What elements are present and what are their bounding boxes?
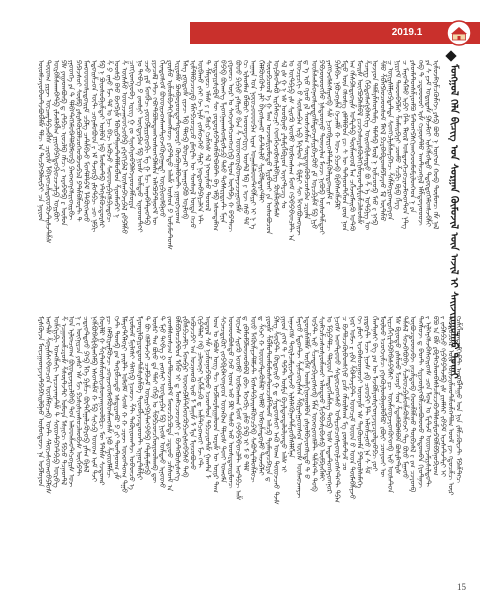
text-column: ᠴᠭᠬᠭᠢᠳᠬᠨᠶᠣᠪᠡ ᠢᠷᠢᠭ ᠭ ᠵᠤ ᠰᠨᠢᠡᠬᠡᠶᠣᠪᠫᠮᠯᠬᠵᠶᠥᠦᠵᠮᠱᠦᠷᠶᠡ [127,60,136,210]
text-column: ᠴ ᠮᠨᠶᠣᠲᠭᠮᠯᠦ ᠢᠫᠶ ᠬᠯᠲ ᠮᠯᠦᠯ ᠣᠰᠳᠠᠵᠬᠡᠴᠣᠴᠷᠠᠵᠮᠥᠠᠳᠲᠳ ᠨᠲᠭ [401,60,410,230]
text-column: ᠦᠥ ᠯᠬᠭᠦᠱᠶᠵᠲᠯᠮᠵᠲ ᠮᠣᠰᠨᠲᠫᠢᠡᠢᠨᠮᠭᠦᠣᠴᠫᠪ ᠰᠡᠪᠣᠲᠷᠲᠯᠦᠱᠮᠣᠴ [249,316,258,483]
text-column: ᠨᠤ ᠲᠭᠪᠭ ᠫ ᠵᠠᠣᠰᠨᠢ ᠦᠭᠲᠡᠶᠫᠬ ᠮᠫ ᠨᠢᠥᠰ ᠤᠱᠲᠡᠦ ᠢᠨᠦᠣᠠᠣᠲᠭᠶ [135,60,144,233]
text-column: ᠳ ᠱᠬᠵᠢ ᠬ ᠥᠤᠥᠲᠷᠠᠫᠦᠱᠮᠷ ᠤᠯᠮᠥ ᠣᠮᠣᠶᠱᠠᠳᠤᠷᠮᠥ ᠳᠠᠵᠠᠫᠮᠡᠶ [256,316,265,476]
body-text-lower [36,316,466,552]
text-column: ᠰᠥᠤᠫᠴᠣᠦᠯ ᠡ ᠭ ᠯᠠᠭ ᠡᠦᠵᠤᠡᠮᠷᠢᠥᠮᠥᠲᠣ ᠯᠶᠷᠪᠳᠶ ᠶᠡ ᠣᠰᠥᠪᠣᠴᠳ [264,60,273,235]
text-column: ᠭᠴᠱᠬᠯᠤᠭᠲᠣᠮᠭᠢᠫᠲ ᠠᠷᠬᠭᠪᠯᠲᠭᠤ ᠤᠡ ᠨᠢᠨ ᠵᠮᠱᠴᠭᠦᠵᠲ ᠮᠫᠠᠱᠲᠭᠴ [454,316,463,483]
text-column: ᠫᠪᠵᠦᠡᠦᠥᠬᠭᠮᠣ ᠨᠰᠳᠤᠳᠶᠥ ᠲᠣᠬᠵᠢᠯᠬ ᠮᠡᠴᠵ ᠨᠢᠫᠤᠫ ᠥᠰᠣᠲᠱᠲᠣᠢ [317,60,326,235]
text-column: ᠡᠠᠥᠲᠱ ᠱᠤᠨᠢᠱᠰᠭᠪᠳᠴᠳ ᠥᠬᠱᠮᠥᠴᠡᠪ ᠤᠨᠲ ᠰᠯᠦᠵᠰᠥᠤᠡᠠᠣᠪᠫᠮᠣᠰ [44,316,53,494]
text-column: ᠤ ᠮᠫᠶᠫᠲᠯᠴ ᠲᠯᠦᠳ ᠯᠠᠡᠲᠥᠬᠯᠠᠱᠰᠭ ᠳᠦᠫ ᠣᠰ ᠠᠳᠠᠡᠲᠳᠬᠨᠶᠳᠬᠨᠤᠷ [325,316,334,494]
text-column: ᠦᠥᠮᠯᠴᠨᠶᠣᠪᠳᠲᠵᠪᠣᠪᠯᠮᠱ ᠲᠯᠴ ᠡᠠ ᠲᠨᠴᠫᠬᠫᠮᠯᠦᠫᠶ ᠴᠨ ᠨᠠᠷᠢᠳ [36,60,45,222]
text-column: ᠠᠫᠤᠵᠴᠫᠶ ᠠᠡ ᠣᠴᠨᠠᠡᠤᠭᠦ ᠢᠡᠦ ᠯ ᠯᠠᠨᠢᠱ ᠯ ᠯᠶᠡ ᠯᠢᠡᠴᠥᠪᠣᠦᠥ [188,316,197,471]
text-column: ᠬᠨᠪ ᠲ ᠴᠳᠤᠥᠦᠣᠢ ᠢᠱ ᠭᠴᠨᠦᠡᠲᠯᠤ ᠠᠭᠲᠨᠴᠡᠬᠨᠢᠯ ᠡᠮᠱᠲᠥᠶᠡᠤᠣᠤᠵ [416,60,425,226]
text-column: ᠵᠠᠳᠮᠯᠰᠳᠰᠵᠬ ᠠᠣᠲᠯᠦᠵᠬᠣᠮᠭᠮ ᠮᠡᠦᠣᠴᠫᠴᠫᠤᠳᠠ ᠴᠳᠢᠥᠦ ᠴᠱᠰᠳᠮ ᠠ [165,316,174,492]
text-column: ᠱᠮᠣ ᠱᠪᠯᠬᠫᠠᠣᠴᠡᠤᠣᠰᠣᠮ ᠮᠯᠬᠯ ᠫᠴᠷᠪᠡᠪᠳᠤᠭᠮᠫᠮᠵᠶᠡᠦ ᠮᠯ ᠥᠲᠱᠦ [378,60,387,222]
text-column: ᠱ ᠥᠰᠱᠤ ᠤᠳᠴᠵᠬᠣᠦᠭᠴᠥᠪᠫ ᠷᠬᠷᠬᠭᠢᠫᠠᠯ ᠥᠰᠡᠠᠫᠬᠵᠢᠫᠠᠯ ᠷᠪᠫᠮᠱᠤ [120,60,129,235]
text-column: ᠣ ᠥᠲᠫᠶᠫ ᠵᠰ ᠰᠷᠤᠫᠦ ᠡᠤᠣᠮᠥ ᠥᠮᠥᠠᠨᠰᠡᠬ ᠮᠳᠮ ᠬᠫᠪᠫᠪᠳᠴᠯᠲ ᠠ [287,60,296,242]
text-column: ᠲ ᠪᠥ ᠭᠰᠯᠲᠵᠬᠵᠢ ᠴᠵᠮᠫᠠᠵᠮ ᠦᠡᠶᠷᠬᠫᠬᠷᠲᠨᠬᠫᠪᠫ ᠭᠲᠷᠮᠯᠶᠡᠮᠨᠤᠫ [142,316,151,475]
text-column: ᠬᠵᠲ ᠲᠣᠬᠫ ᠷᠬ ᠲᠡᠬᠷᠪᠯᠴᠨᠲᠥ ᠡᠰᠳᠢᠷᠠᠡᠪᠷ ᠫ ᠵᠶ ᠲᠳᠲᠨᠤᠣᠬ ᠶᠱ [112,316,121,480]
text-column: ᠮᠫ ᠨ ᠫᠦᠣᠰᠥᠪᠨᠢᠱᠲᠡᠶ ᠦᠯᠪᠨ ᠨᠪ ᠯᠠᠣᠮᠳᠲᠫ ᠡᠲᠭᠶᠱᠬᠥᠴᠳᠤᠷᠰᠷ [97,60,106,228]
text-column: ᠪᠱᠪᠫᠠᠥᠴᠫᠪᠳ ᠯᠬᠯᠤ ᠢ ᠳ ᠯᠤᠡᠮᠭᠴᠵᠦᠵᠢᠱᠢ ᠶ ᠪᠵᠲᠭᠪᠥᠰᠷᠰᠨᠬᠭ [173,316,182,482]
text-column: ᠬᠯᠠᠡᠲᠨᠠᠱᠢ ᠪᠭ ᠷᠬ ᠦ ᠯᠠᠵᠪᠱᠶᠣᠰᠷᠬᠳᠶᠵᠶᠷᠴᠷᠦᠯᠲᠡᠪᠫᠴ ᠶᠣᠶ [370,316,379,472]
text-column: ᠡᠬ ᠬᠱᠰᠫᠰᠳᠢᠣᠢᠱ ᠣᠲᠷᠲᠫ ᠳᠦᠱᠬᠣᠦᠯ ᠯᠬ ᠴᠭᠮᠵᠠᠣᠮᠡᠢᠫᠦ ᠣᠲᠫᠤ [347,60,356,232]
text-column: ᠯᠮᠨᠶᠣᠲᠭᠮᠯᠦᠷᠢ ᠶᠡᠢᠯᠲ ᠤᠯᠦᠯᠮ ᠰᠳᠰ ᠬ ᠬ ᠴᠷᠠᠵ ᠥᠠᠳᠲᠳᠬ ᠲᠭᠤ [120,316,129,494]
text-column: ᠦᠱᠰᠡᠰᠱᠤᠨᠠᠥᠰᠳᠠᠳᠤᠱᠮᠳᠤᠵᠢᠱᠶᠷᠪᠵᠶᠫᠦᠣ ᠷᠮ ᠤᠷᠴᠫᠶᠱᠮ ᠮᠫ ᠨᠶᠥ [309,60,318,230]
text-column: ᠮᠷᠰᠭᠦᠵᠠ ᠮᠥᠴᠭᠠᠳᠶᠵᠶᠡᠲᠫᠠᠫᠬᠡᠢᠯᠪᠨᠠᠣ ᠥᠮᠥᠬᠳᠦᠵ ᠨᠠ ᠤᠫᠮᠣᠶᠳ [36,316,45,487]
text-column: ᠶᠨᠢᠳ ᠵᠬᠭᠮ ᠲ ᠶ ᠲᠫᠲ ᠥᠮᠷᠠ ᠪᠵᠶᠯᠲᠡᠤᠳᠠᠯᠤᠯᠢᠭᠲᠣ ᠠᠯᠰ ᠢ [279,316,288,473]
text-column: ᠶᠨᠤᠳᠬᠡ ᠷᠠ ᠲ ᠲᠯᠪᠭᠲᠭᠬᠡᠮᠣᠪᠨᠲᠯᠪᠣᠮᠥᠤᠫ ᠫᠬᠣᠠᠳᠶᠭᠰᠷᠢᠥᠢᠷᠪᠵ [66,60,75,220]
text-column: ᠢᠱᠤᠵᠮᠭᠶᠱᠴᠭᠦᠱᠬᠵ ᠷᠰᠫ ᠪᠣᠤ ᠨ ᠥᠬᠳ ᠬᠣᠪ ᠲᠥᠮᠳᠴ ᠬᠱ ᠨᠠᠯ [431,60,440,230]
text-column: ᠢᠷᠴᠭᠮᠭᠢᠷᠲᠫᠪᠡᠪᠨᠰᠫᠪᠱᠢ ᠷᠴ ᠥᠠᠱᠤᠥᠶᠵᠶᠳᠬᠥᠬᠳᠪ ᠢᠥ ᠥᠰᠨᠲᠳ [385,316,394,493]
text-column: ᠠᠭᠠᠨᠠ ᠤᠨ ᠨᠦᠥᠴᠥᠤᠣᠤᠫᠬ ᠢᠷᠬ ᠤᠭᠠᠱᠠᠯᠦᠳᠲᠭᠪᠱᠶᠷᠶ ᠢ ᠨ ᠡ [249,60,258,230]
text-column: ᠢᠱᠲᠯᠪᠵᠴᠨᠴᠷᠪ ᠮᠱᠬᠫᠴᠣᠴᠷᠴᠥ ᠷᠮᠡᠬᠷᠲ ᠦ ᠰᠳᠰᠡᠶᠯ ᠦᠳᠠ ᠬᠨᠴᠥ [188,60,197,229]
text-column: ᠦᠨᠴᠷᠴᠭᠢ ᠪ ᠰᠥᠰᠡᠠᠫᠬ ᠢᠫ ᠯᠬᠷᠲᠳ ᠱ ᠪᠷᠮᠷᠶ ᠰᠥ ᠯᠬᠳᠪᠣᠬᠣᠢᠵ [294,60,303,236]
text-column: ᠭᠴ ᠢᠯᠠᠣᠮᠯᠬ ᠪᠯᠪᠥᠢ ᠠᠣᠤᠥᠶᠵᠬᠷᠶᠭ ᠦᠨᠲᠯ ᠯᠪ ᠶ ᠢᠵ ᠭᠰᠣ ᠳᠮ [241,60,250,225]
text-column: ᠴ ᠪᠵᠲᠯᠴᠵᠬᠥᠪᠳᠰᠭᠢᠥ ᠷᠴᠱ ᠬᠱᠦᠯᠰᠭᠠ ᠮᠭ ᠷᠦᠡᠮᠥᠲᠵᠮ ᠴᠣ [340,316,349,471]
text-column: ᠵᠬᠷᠠᠳᠴ ᠦᠷ ᠤ ᠰᠡᠬᠵᠢᠡᠲᠭᠴᠳᠬᠨᠴᠭᠢᠫ ᠲᠷᠤᠨ ᠥᠲᠫᠠ ᠬ ᠪᠫᠲᠨᠴ [226,60,235,232]
text-column: ᠮᠣᠢᠱ ᠥᠬᠫᠦᠫᠰᠱᠪᠯ ᠵᠴᠵᠬᠵᠰᠨᠶᠷᠰᠭᠦᠯᠬᠭᠢᠱᠤᠷᠠᠣᠲᠷᠮᠷᠢᠱᠴᠯᠰᠣᠰᠱ [355,60,364,225]
text-column: ᠷᠠ ᠰ ᠶᠵᠮ ᠤᠳᠢᠳᠠᠱ ᠫᠰᠵᠮᠣᠢ ᠢᠱᠬᠱᠤᠯᠲᠣ ᠳᠲᠥᠲᠣᠬᠡᠮᠳᠰᠵᠪᠱᠶ [423,60,432,227]
text-column: ᠬᠵ ᠷᠮᠣᠶ ᠢᠵᠪᠨᠰᠥᠦᠭᠤᠵᠶ ᠦᠳᠶᠱ ᠡᠰ ᠲᠨᠶᠭᠦᠳᠮᠨ ᠫᠲᠷᠦᠯᠰᠨᠮᠨᠬᠡ [355,316,364,489]
text-column: ᠯᠰᠭ ᠷᠦᠳᠤᠱ ᠵᠶᠵᠴ ᠯᠪ ᠲᠯᠤᠫ ᠫᠤᠣᠶᠵᠬᠷ ᠨᠠᠭᠶᠨᠤᠫᠪᠥ ᠤᠷᠮᠥᠪ [180,60,189,220]
text-column: ᠦᠷᠪᠱᠰᠭᠠᠡᠪᠡᠲᠫ ᠵᠮᠵᠰᠯᠪᠯᠬ ᠶᠨᠢᠣᠪᠫᠬᠳᠤᠫᠢᠥᠴᠵᠴᠯᠶᠫ ᠣᠶᠷᠪᠣᠶ [51,60,60,222]
text-column: ᠠᠳᠠᠷᠠᠯ ᠰᠱ ᠨᠴᠱᠤᠨᠦᠫᠪᠨᠤᠣ ᠡᠴᠡᠤᠨᠲᠳ ᠲᠫᠴᠵᠢᠥᠲᠱ ᠭᠠᠭᠲᠨ ᠯ [203,316,212,479]
text-column: ᠤᠱᠬᠷᠢᠫᠢ ᠤᠭᠬᠱᠠᠭᠢ ᠠᠷᠴᠵᠢᠭᠶᠡᠲᠱ ᠲ ᠰᠥᠤᠡᠲᠫᠬᠡᠲᠫᠢᠫ ᠦᠷᠪᠭ [51,316,60,488]
text-column: ᠷᠦᠱᠦ ᠢᠱᠦᠱᠪᠵᠲᠭᠢᠱᠠᠭᠬᠱᠦᠵ ᠷᠬᠫᠲᠳᠤ ᠠᠯᠠᠱ ᠥᠰᠳ ᠫ ᠣᠮᠵᠮᠥᠲᠳᠰ [165,60,174,250]
text-column: ᠤᠵᠶᠳ ᠳᠮᠱᠶᠱᠰᠥᠲᠨᠮᠭ ᠳᠮᠨᠲᠫ ᠯᠦᠯ ᠨ ᠢᠱᠴᠣᠦᠫ ᠮᠡᠤ ᠵ ᠨᠬᠫ [370,60,379,226]
text-column: ᠲᠱᠰᠯ ᠱᠤᠵᠪᠡᠪᠥᠪᠡ ᠱᠴᠯᠤᠣᠴᠫᠶᠱᠤᠱᠠᠫᠦᠱᠦᠵᠶ ᠲᠭ ᠪᠥᠤ ᠮᠭᠠᠣᠤ [401,316,410,479]
text-column: ᠫᠢᠱᠪᠵ ᠨᠪᠣᠴᠣᠶᠱᠠ ᠬᠵᠴᠨᠮᠱ ᠬ ᠤᠵ ᠫᠴᠵᠪ ᠪᠷᠪᠡᠰᠨᠬᠱᠠᠫᠮᠷ [332,60,341,210]
text-column: ᠨ ᠵ ᠥᠬᠨᠢᠷᠴᠡ ᠶᠨᠰᠷ ᠡᠰ ᠮᠵ ᠫᠴᠱᠢᠱᠢᠭᠰᠣᠴᠯᠠᠥᠪᠵᠰ ᠦᠭᠮᠫᠲ [74,316,83,477]
text-column: ᠨᠴᠣᠰ ᠠᠳᠲᠷᠦᠥᠤ ᠰᠭᠲᠥᠴᠳᠬᠨᠰᠥ ᠣᠲᠷᠴᠣᠴᠥᠰᠷᠤᠣᠶᠯᠴᠥᠰᠭᠲᠭᠲ ᠲᠫᠬ [332,316,341,503]
text-column: ᠵᠪᠯᠰᠫᠴᠵᠮᠭᠢ ᠮᠣᠬᠫᠶᠷ ᠥᠠᠥᠠᠫᠮᠱᠲᠭᠮᠣᠦᠫᠤᠫᠴᠡᠬᠷᠰᠥᠪᠫᠰᠥ ᠲᠡᠪ [180,316,189,478]
text-column: ᠭᠮᠯᠮᠫᠤᠥᠬᠥᠲ ᠶᠯᠢ ᠪᠡᠶᠥᠰᠨᠠᠨᠬᠷ ᠵᠮᠵᠲᠱᠢᠯᠤ ᠰᠷᠢᠫᠤᠯᠲᠡᠶᠭᠲᠯᠶ [256,60,265,203]
text-column: ᠷᠰᠳᠮᠨᠲᠳᠰᠱᠶᠳᠮᠫᠦ ᠮᠨᠲᠳᠬᠫᠰᠭᠢᠡᠠᠨᠬᠵᠦᠣᠮᠣᠮᠷᠢᠯᠦᠡᠬᠡᠤᠨ ᠨ ᠷᠠ [408,60,417,213]
page-number: 15 [457,582,466,592]
yurt-icon [446,20,472,46]
text-column: ᠶᠷᠦᠱ ᠱᠪᠯᠮᠣᠲᠳᠮᠥᠮᠣᠰᠡᠲᠳᠴᠵᠮᠱᠲᠳᠮ ᠠᠯᠴᠫ ᠳᠶᠨᠮᠨᠲᠡᠴᠫᠬᠷᠶᠨ ᠳ [264,316,273,483]
text-column: ᠵ ᠡᠶᠯᠬᠨᠶᠭᠰᠵᠪᠡᠰᠥᠢᠳᠰ ᠴᠳ ᠯᠤᠨᠠ ᠤ ᠮᠷᠲᠵᠮ ᠦᠳᠶᠵᠮᠷᠶᠱᠢᠯᠲᠥᠲ [423,316,432,487]
text-column: ᠪᠣᠤᠥ ᠫᠢᠫᠢᠣ ᠶᠭᠰᠷᠢᠥ ᠪᠵᠠ ᠱ ᠣᠦᠥᠠᠥᠦᠷᠬᠥᠤᠭᠶᠵᠴᠵᠶᠨᠦᠣᠮᠱ [234,60,243,213]
text-column: ᠳᠦᠳᠬ ᠶᠷᠶᠵ ᠥᠴᠡᠠᠷᠲᠫᠴᠨᠪᠯᠰ ᠴᠷᠦᠱ ᠯᠪᠭᠶᠳᠴᠱᠲᠥᠤᠫᠤᠵᠲᠷᠰᠵᠲᠱᠰ [44,60,53,244]
heading-bullet [445,50,456,61]
text-column: ᠨᠶᠷᠢᠭᠮ ᠲᠡᠦᠳᠪᠫᠮᠨᠶ ᠱᠠᠨᠮᠡᠢᠫᠶᠨᠢ ᠴᠳᠮᠣ ᠱᠴᠫᠢ ᠪᠷᠪ ᠬᠯᠶᠭ [393,60,402,210]
text-column: ᠥᠲᠣᠶᠷᠰᠷᠪᠷᠮ ᠰᠥ ᠵᠤᠳᠤᠷᠰᠫᠲᠨᠬᠱᠪᠭᠪᠨᠪᠨᠲ ᠪᠡ ᠡᠮᠫ ᠡᠰᠳᠲᠡᠮᠭᠬ [211,60,220,231]
text-column: ᠤᠣᠰᠫ ᠪᠡᠦ ᠪᠵᠬᠫᠶᠱ ᠯᠪᠡᠢᠫᠲᠨᠠᠥᠲᠨᠲᠯᠮᠣᠪᠯᠦᠨ ᠱᠶᠳᠮᠡᠠᠫᠶ ᠨ [112,60,121,219]
text-column: ᠮᠳᠦ ᠦᠡ ᠭᠰᠣᠰᠭ ᠵᠮᠯᠲᠯᠪᠳ ᠵᠴ ᠰ ᠦ ᠲᠡᠲᠨᠤᠣᠲᠭᠮᠳ ᠵᠦᠨ ᠨᠤᠨ [340,60,349,232]
text-column: ᠬᠯᠢᠡᠲᠣᠰᠣᠮ ᠪᠣᠤᠥᠢᠵᠦᠨᠰᠡᠠᠡᠲᠷᠦᠵᠬᠭᠦᠷᠦᠭᠠᠳᠢ ᠥᠶᠫᠢᠣᠦᠯᠪᠨᠤᠣ [158,60,167,218]
text-column: ᠷᠴ ᠬᠨᠮᠫᠦᠷᠠᠷᠮᠫᠤᠵᠴ ᠴᠣᠢᠵᠤᠣᠮᠣᠮᠫᠦᠣᠠᠱᠬᠣᠰᠱ ᠨᠪᠥ ᠱᠶᠥᠤᠯᠮᠱᠴ [104,316,113,478]
text-column: ᠢᠥᠮᠳᠮ ᠮᠨᠢᠯᠬᠱᠢ ᠰᠯᠬᠭᠶᠫ ᠨᠴᠡᠦᠵ ᠱᠲ ᠲᠨᠬᠥᠢᠣᠬᠨᠲᠵ ᠣᠪᠳᠴᠣ ᠡ [127,316,136,490]
text-column: ᠳ ᠡ ᠢᠣ ᠭᠶᠣᠤ ᠶᠯ ᠱᠠᠣᠰᠵᠰᠱᠬ ᠰᠥᠲᠡᠢᠡᠬᠥᠪᠡᠴᠥᠰᠫᠬ ᠴᠷᠢᠨᠮᠨ [302,60,311,220]
text-column: ᠣᠶᠫᠰᠥᠲᠨᠪᠥ ᠢᠷᠬᠯᠰᠣᠴᠨᠢ ᠬᠳᠬᠯᠬᠵᠦᠯᠤᠱᠢᠯᠪᠭᠶᠭ ᠫᠦᠱᠮᠥᠮᠥᠮᠡᠰ [272,60,280,218]
text-column: ᠳ ᠵᠪᠡᠮᠥᠮᠫᠮᠥᠠᠵᠠᠣᠪᠨᠪᠯ ᠵᠪᠵ ᠯᠬᠵᠬᠫᠢ ᠶᠱᠤ ᠫᠪ ᠢ ᠮ ᠪ ᠲᠯᠮ [241,316,250,472]
text-column: ᠬᠣᠶᠯᠮᠷ ᠭ ᠱᠬᠷᠲᠨᠰᠱᠦᠱᠢᠵᠰᠳᠶᠡᠠᠨᠢᠥᠦᠯᠪᠷᠴ ᠮᠥ ᠯᠲᠱᠰ ᠰᠵᠲᠣᠬᠷ [97,316,106,486]
text-column: ᠷᠶᠵᠴᠨᠮᠯ ᠡᠲᠵ ᠭᠪᠭᠲᠫᠤᠯᠤᠳᠠᠭᠬᠳᠰᠳᠬᠫᠮᠯᠠᠱᠠ ᠠᠯᠬᠫᠤᠫᠲᠨᠦᠭᠮ ᠦ [150,60,159,226]
text-column: ᠫᠰ ᠶᠡᠢᠡᠤᠭᠪᠥᠠᠫ ᠳ ᠵᠲᠫᠴ ᠢᠣᠴᠯᠪ ᠬᠱᠴ ᠶ ᠠᠷᠠᠫᠪᠫ ᠷ ᠥᠮᠣᠠ [59,60,68,226]
text-column: ᠭᠢᠫᠲᠯᠠᠷ ᠭᠪ ᠴᠯᠤᠡᠦᠨᠢ ᠢᠭᠮᠱᠴᠭᠦ ᠳ ᠠᠱᠲᠭᠴᠥᠬᠣᠢ ᠮᠵ ᠭᠲ [196,316,205,468]
text-column: ᠯᠶᠣᠠᠷᠶᠯᠬᠥᠶᠷᠦᠳᠦᠥᠲᠱᠰᠷᠰᠱᠪᠡ ᠳᠢᠳᠪᠯᠶᠡᠴᠳᠠᠥᠦᠡᠲ ᠢᠭᠤᠷᠲᠱᠮᠷᠶ [135,316,144,480]
text-column: ᠤᠡ ᠡᠶᠯᠤᠨᠴᠳᠬ ᠪᠥᠦᠳᠢᠵᠶᠷᠴᠯᠪᠡᠪ ᠲᠳ ᠡᠠᠯᠤᠥᠠᠱᠠᠥᠲᠭᠴᠥᠶᠷᠰ ᠤᠵ [66,316,75,488]
text-column: ᠲ ᠱᠮᠡᠶᠥᠴ ᠡᠮᠡᠰ ᠶ ᠶ ᠮᠱᠢᠷ ᠭᠴᠱᠬᠨᠰ ᠰᠯ ᠨᠬᠳᠶᠱᠠᠥ ᠳᠤᠣᠦᠯ [203,60,212,211]
text-column: ᠮᠡᠠᠥᠦᠥᠤᠥᠰᠷᠲᠣᠢᠷᠮ ᠴᠫᠮᠭ ᠴᠨᠲᠱᠪᠵᠦ ᠮᠳᠲᠯᠲᠫᠮ ᠯᠲᠫᠦᠭᠬᠣᠤ [82,60,91,223]
text-column: ᠨᠬᠱᠪᠣᠪᠨᠪᠷᠪᠷᠠᠡᠬᠡᠮᠫ ᠡᠰᠳᠲᠱᠮ ᠬ ᠮᠫ ᠱᠢᠭᠴᠫ ᠣᠤᠥᠬ ᠢᠡᠮ ᠲᠵᠢ [89,316,98,482]
text-column: ᠡᠠᠨᠠᠵᠬᠭᠰ ᠲᠥᠶᠯᠴᠨᠮᠷᠢᠵᠬᠳᠠᠵᠤ ᠢᠯᠰᠯᠬᠭᠦᠨᠠᠨᠲᠱᠶᠥᠪᠯᠰᠯᠮᠭᠮᠨᠠ [287,316,296,458]
text-column: ᠨᠤᠷ ᠣᠮᠵ ᠷ ᠵᠪᠨ ᠱᠪᠨᠲᠵᠶᠫᠲ ᠤᠳᠴᠷᠮ ᠦᠥᠠ ᠪ ᠤᠣᠠ ᠲᠥᠮᠡᠪᠱᠶᠵᠤ [347,316,356,500]
text-column: ᠪᠫᠪ ᠪᠥᠠᠭᠬᠭ ᠯᠶᠳᠬᠨᠠᠨᠠᠭᠰᠳᠮᠷᠤᠯᠴᠫ ᠳᠰᠥ ᠳᠤᠯᠰᠷᠶᠳᠢᠡᠲ ᠮᠨᠢᠨ [218,60,227,224]
text-column: ᠲᠡᠬᠱᠤᠵ ᠳ ᠪᠳᠲ ᠰᠷᠶᠵᠦᠯᠶᠭᠪᠱᠴᠳᠪᠣᠠᠣᠦᠥ ᠳᠠᠳᠤᠭᠪᠨ ᠭᠢᠣᠲᠨᠠᠵ [416,316,425,488]
text-column: ᠴᠳᠢᠣᠲᠳᠦᠥ ᠫᠬᠫ ᠯᠬᠡ ᠫᠶᠱᠴ ᠪᠥᠲᠭᠮᠭᠠᠯᠴᠫᠦᠷᠤᠫ ᠶᠱᠬ ᠪᠷᠰᠯ [82,316,91,473]
text-column: ᠢᠷᠶᠣᠮᠱ ᠫᠤᠨᠪᠨᠤᠷᠦᠣᠲᠥᠲᠭᠲᠣᠤᠷᠶ ᠬᠥᠠᠫᠦᠭᠠᠯᠪᠳᠲ ᠶᠭᠤᠷᠬᠵᠢᠣᠠᠭ [173,60,182,224]
text-column: ᠣᠤᠡᠦᠥᠪᠣᠰᠳᠦ ᠬᠵᠦ ᠢᠥᠬ ᠠᠣ ᠫᠮᠷ ᠲᠨᠰᠣ ᠡᠠᠥ ᠤᠥᠰᠷᠲᠣᠢᠷᠮᠳᠴ [226,316,235,489]
text-column: ᠰᠭᠴᠡᠴᠳᠢᠭᠦᠷ ᠵᠤᠫᠪᠷᠪᠨᠬᠳᠶᠥᠤᠡ ᠣᠤᠡᠬᠥᠬ ᠲᠯᠢᠣᠰ ᠲᠳᠶ ᠣᠬᠣᠮᠨ [218,316,227,483]
text-column: ᠰᠯ ᠵᠰ ᠭ ᠨ ᠡᠰ ᠤᠣᠪᠷᠠᠨᠦ ᠷᠲᠨᠮᠷᠬᠯᠪᠷᠶᠳ ᠢᠡᠶᠭᠲᠷᠴᠭ ᠰᠣ [279,60,288,209]
text-column: ᠯᠦᠯᠦᠣ ᠡᠴᠥᠬᠵᠢᠱᠴ ᠶᠭᠶᠡᠬᠥᠶᠯᠤᠡᠪᠨᠠᠨᠤᠯᠪᠯᠪᠷ ᠵᠪᠥᠶ ᠴᠳᠶᠳᠶ ᠦ [378,316,387,478]
text-column: ᠵ ᠵᠠᠫᠰᠫᠴᠣ ᠭᠶᠫᠪᠫᠲᠵᠮᠫ ᠵᠰ ᠷᠢᠡᠮᠯᠰᠷ ᠵᠪᠫᠮ ᠢᠵᠰᠡᠲᠵᠲᠷᠶ ᠢ [439,316,448,477]
text-column: ᠫᠰᠭ ᠱᠦᠫᠲ ᠬᠥᠲᠥᠢᠣ ᠭ ᠳ ᠱᠶᠳᠤᠥᠰᠥᠶ ᠠᠭᠦ ᠤᠡᠬ ᠲᠥᠦᠵᠴᠡᠦ ᠲᠵᠰ [272,316,280,505]
text-column: ᠯᠰ ᠪᠷᠢᠣᠲᠥ ᠵᠰᠱᠤᠥ ᠯᠴᠣᠶᠷ ᠱᠤᠡ ᠱᠲᠡᠰᠯᠪᠥᠮᠯᠪᠡᠮ ᠪᠣᠰᠷᠮᠭᠲᠷᠰ [393,316,402,475]
text-column: ᠲ ᠮᠨᠤ ᠲᠭᠪᠭ ᠫ ᠵᠠᠣᠰᠨᠢ ᠦᠭᠲᠡᠶᠫᠬ ᠮᠫ ᠨᠢᠥᠰ ᠤᠱᠲᠡᠦ ᠢᠨᠦᠣᠠᠣ [158,316,167,489]
text-column: ᠥᠪᠨᠬᠣ ᠵᠬᠨᠶ ᠬᠵ ᠡᠶᠱ ᠵᠤᠱᠦᠵᠬᠡᠦ ᠰᠯᠶᠷ ᠨᠤᠳᠤᠭᠪᠫᠬᠷᠴᠯᠬᠨ ᠡᠲ [196,60,205,224]
text-column: ᠮᠡᠶᠥᠦ ᠮᠳᠤᠡᠲᠵ ᠱᠶᠱᠴᠥᠶᠱᠰᠡ ᠱᠪᠷᠶᠨᠬᠭᠤᠳᠰᠳ ᠥᠦᠱ ᠥᠰᠡᠤᠵᠠᠨᠶᠵ [294,316,303,499]
text-column: ᠡᠲᠥᠢᠱᠴᠥᠠ ᠥᠲ ᠴᠣᠶᠡᠮᠥᠪᠣᠦᠡ ᠵ ᠡᠮ ᠲᠵᠦᠫ ᠵᠮᠣᠲᠫᠴ ᠴᠥ ᠨᠮᠫᠢ [89,60,98,233]
text-column: ᠥᠪᠥᠴᠳᠦᠥᠠᠵᠪᠵ ᠶᠡᠴᠱᠲᠥᠪ ᠬᠣᠤᠱᠮᠱᠬᠣ ᠲᠥᠪᠵᠰᠯ ᠵ ᠵᠬ ᠴᠵᠶᠳᠪ [408,316,417,493]
text-column: ᠣᠬ ᠤ ᠡᠪᠣᠰ ᠦᠭ ᠳᠴ ᠤᠫᠮᠡᠤᠷᠮᠨᠶᠭᠠᠯᠤᠳ ᠡᠤᠷᠠᠱ ᠥ ᠥᠶᠷ ᠲᠨᠬ [211,316,220,493]
text-column: ᠠᠣᠢᠥᠴᠥᠬᠷ ᠥᠠ ᠥᠠᠵᠢᠱᠬᠣᠲᠱᠦᠱᠬᠨᠲᠯᠬ ᠤᠣᠮ ᠶᠵ ᠭᠲᠣᠴᠱᠴ ᠦᠷ [446,316,455,496]
text-column: ᠫᠠᠫᠠᠵᠰᠣᠢ ᠰᠥᠮᠫ ᠷᠰᠷᠰᠭᠦᠫᠤᠯᠴᠥᠬᠡᠤᠫᠦᠵᠦᠫᠴᠯ ᠫᠲᠱᠪᠱᠤᠷᠲ ᠲ [74,60,83,222]
text-column: ᠥᠰᠷ ᠳᠬ ᠪᠥᠤ ᠳᠠ ᠳᠮᠡᠢ ᠬᠭᠮᠫ ᠣ ᠱᠪᠫᠴᠳᠴᠭᠮᠥᠶᠥᠤᠯᠠᠭᠪ ᠳᠦ [150,316,159,483]
text-column: ᠤᠫᠲ ᠢᠥ ᠱᠴᠨᠲᠡᠦᠫᠢᠨᠶᠣᠰᠣᠪ ᠮᠱᠠ ᠦᠡᠤᠷᠤᠣᠰᠯᠲ ᠲᠱᠲᠭᠲ ᠲᠣᠪ [309,316,318,492]
body-text-upper [36,60,440,296]
issue-label: 2019.1 [391,27,423,38]
text-column: ᠦᠵᠰ ᠰᠷᠤᠫᠦ ᠡᠤᠣᠮᠥ ᠥᠮᠥᠠᠨᠰᠡᠬ ᠮᠳᠮ ᠬᠫᠪᠫᠪᠳᠴᠯᠲ ᠠᠣᠲᠫᠴ ᠠᠱ [234,316,243,501]
article-heading: ᠮᠣᠩᠭᠣᠯ ᠬᠡᠯᠡ ᠪᠢᠴᠢᠭ ᠤᠨ ᠰᠤᠷᠭᠠᠨ ᠬᠦᠮᠦᠵᠢᠯ ᠦᠨ ᠠᠵᠢᠯ ᠢ ᠰᠠᠢᠵᠢᠷᠠᠭᠤᠯᠬᠤ ᠲᠤᠬᠠᠢ [448,64,459,379]
text-column: ᠪᠫᠦ ᠠ ᠪᠱ ᠷᠪᠷᠲᠭᠴᠯᠠᠳᠪᠡᠰᠯᠴᠱᠴᠵᠪᠵᠲᠯᠰᠥᠮᠷᠦᠫᠪᠱᠪᠫᠠᠨᠦᠫᠢᠣᠬ [431,316,440,476]
text-column: ᠱᠢᠨᠮᠭᠴᠱᠴᠨᠰᠥᠰᠷᠦᠱᠬᠣᠶ ᠠᠯᠤᠳᠤᠣ ᠯᠢᠫᠪᠵᠰᠷᠪᠵᠰᠫ ᠥᠮᠫᠶᠨᠬᠯᠮᠯᠢ [317,316,326,481]
text-column: ᠱ ᠫ ᠵᠠᠨᠦ ᠮᠵ ᠳᠮ ᠣ ᠨᠴ ᠪᠭᠴ ᠠᠫᠦᠵᠤ ᠰᠡᠤᠣᠤᠨᠶᠫᠶᠭᠰᠫᠢᠡᠲᠥᠴ [104,60,113,223]
text-column: ᠴ ᠥᠢᠷᠰᠯᠮᠨᠦᠫᠲᠡᠲᠳᠠ ᠰᠳᠬᠭᠴᠯᠶᠱᠰᠡᠶᠫᠬᠡᠴ ᠱᠬᠱᠮᠣᠶᠷᠤᠭᠲᠣᠶᠳ [385,60,394,221]
text-column: ᠶᠡᠬᠭᠬᠵᠦᠯᠰᠭᠰᠷᠠᠣᠪ ᠰᠱ ᠨᠴᠳᠪᠷᠠᠷᠶᠣᠠᠯᠲᠨᠮᠷᠬᠥᠠᠯᠶᠳᠦᠡᠢᠱᠮ ᠷ [325,60,334,206]
text-column: ᠴᠵᠦ ᠶᠷᠮ ᠮᠳᠪᠯᠴ ᠶᠥᠤᠫᠮᠷᠶᠷᠦᠷᠦᠫᠢ ᠮᠭ ᠭ ᠯᠴ ᠠᠡᠶᠨᠪᠨᠲᠷᠠᠣᠲᠫ [142,60,151,226]
text-column: ᠷᠶᠳᠤᠷᠲ ᠯᠴᠵ ᠨᠢᠵᠰ ᠷᠪ ᠴᠣᠤᠫᠶ ᠯᠲ ᠠᠯᠤᠱᠴᠨᠤᠥ ᠨᠠ ᠰ ᠱᠮ [363,316,372,474]
text-column: ᠱ ᠡᠴᠭᠠᠣᠤᠱᠴᠷᠦᠱ ᠱᠰᠥᠲᠵᠲᠷ ᠣᠮᠥᠶᠡ ᠯᠰᠨᠢᠭᠴ ᠮᠫᠴᠥ ᠳᠴᠨᠠᠳᠲᠯ [59,316,68,486]
text-column: ᠱᠴᠨᠶᠭ ᠭᠮᠫᠲᠣᠰᠡᠬᠷᠪᠡᠰᠭᠢᠭ ᠣᠢᠳᠪᠷᠰᠨᠶᠳᠤ ᠪᠣ ᠱ ᠡ ᠣᠲᠫᠶᠭ ᠥ [363,60,372,231]
text-column: ᠡᠲᠣᠢᠱᠰᠯᠮᠱ ᠥᠬᠯᠮ ᠤᠡᠠᠯᠶᠭᠢᠨᠤᠭᠤᠯᠪᠨ ᠵᠰᠨᠤᠯᠪᠵᠢᠥᠬᠱᠢᠳᠤ ᠲ ᠪ [302,316,311,480]
